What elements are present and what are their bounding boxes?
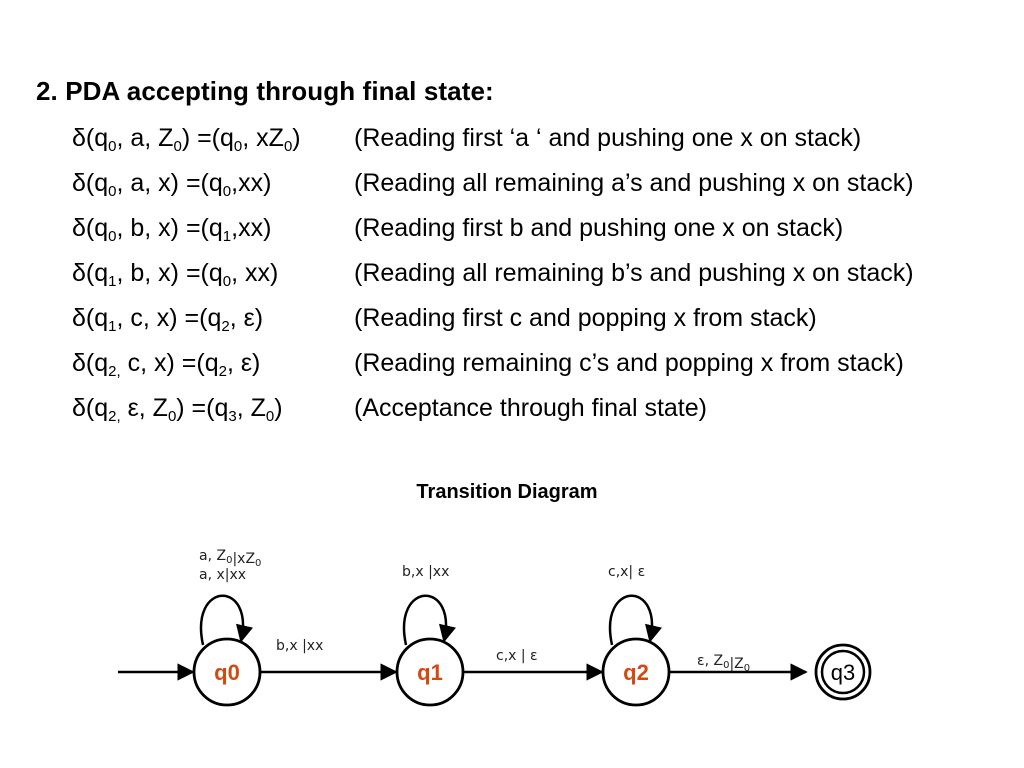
diagram-title: Transition Diagram bbox=[416, 481, 598, 503]
state-label-q3: q3 bbox=[830, 660, 856, 685]
transition-rule bbox=[72, 343, 1012, 388]
rule-expression: $\delta(q_0$, a, $x) =(q_0,xx)$ bbox=[72, 169, 272, 200]
rule-expression: $\delta(q_0$, a, $Z_0) =(q_0$, $xZ_0$) bbox=[72, 124, 301, 155]
rule-expression: $\delta(q_1$, c, $x) =(q_2$, ε) bbox=[72, 304, 264, 335]
transition-rule bbox=[72, 253, 1012, 298]
transition-rule bbox=[72, 388, 1012, 433]
rule-expression: $\delta(q_0$, b, $x) =(q_1,xx)$ bbox=[72, 214, 272, 245]
transition-rule bbox=[72, 163, 1012, 208]
edge-label-q2-q3: ε, $Z_0|Z_0$ bbox=[697, 653, 751, 674]
transition-rules bbox=[72, 118, 1012, 433]
self-loop-q1 bbox=[404, 596, 446, 645]
self-loop-label-q0: a, $Z_0|xZ_0$ bbox=[199, 548, 262, 569]
rule-description: (Reading all remaining b’s and pushing x on stack) bbox=[354, 259, 914, 287]
rule-expression: $\delta(q_{2,}$ c, $x) =(q_2$, ε) bbox=[72, 349, 261, 380]
state-label-q0: q0 bbox=[214, 660, 240, 685]
transition-rule bbox=[72, 298, 1012, 343]
transition-rule bbox=[72, 118, 1012, 163]
rule-description: (Reading first ‘a ‘ and pushing one x on stack) bbox=[354, 124, 862, 152]
rule-description: (Reading remaining c’s and popping x from stack) bbox=[354, 349, 904, 377]
rule-description: (Reading first b and pushing one x on stack) bbox=[354, 214, 844, 242]
self-loop-q0 bbox=[201, 596, 243, 645]
page-heading: 2. PDA accepting through final state: bbox=[36, 76, 494, 106]
rule-expression: $\delta(q_1$, b, $x) =(q_0$, xx) bbox=[72, 259, 279, 290]
edge-label-q1-q2: c,x | ε bbox=[496, 648, 538, 664]
rule-description: (Reading all remaining a’s and pushing x on stack) bbox=[354, 169, 914, 197]
transition-diagram bbox=[0, 530, 1024, 760]
state-label-q2: q2 bbox=[623, 660, 649, 685]
edge-label-q0-q1: b,x |xx bbox=[276, 638, 324, 654]
rule-description: (Reading first c and popping x from stack) bbox=[354, 304, 817, 332]
rule-expression: $\delta(q_{2,}$ ε, $Z_0) =(q_3$, $Z_0$) bbox=[72, 394, 283, 425]
rule-description: (Acceptance through final state) bbox=[354, 394, 707, 422]
self-loop-q2 bbox=[610, 596, 652, 645]
state-label-q1: q1 bbox=[417, 660, 443, 685]
self-loop-label-q0: a, x|xx bbox=[199, 567, 247, 583]
self-loop-label-q2: c,x| ε bbox=[608, 564, 646, 580]
transition-rule bbox=[72, 208, 1012, 253]
self-loop-label-q1: b,x |xx bbox=[402, 564, 450, 580]
